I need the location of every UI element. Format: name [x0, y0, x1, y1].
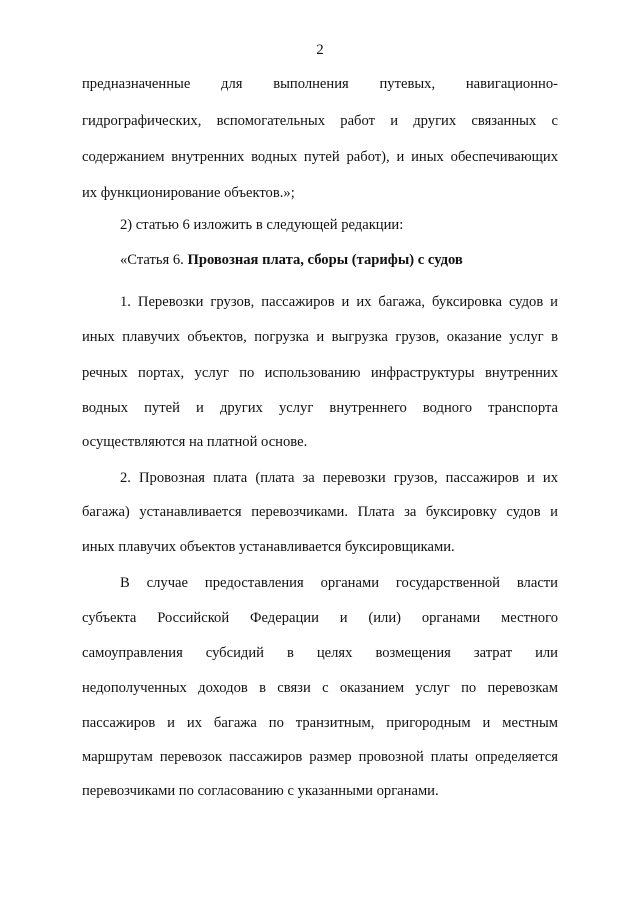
text-line: 2) статью 6 изложить в следующей редакции: [120, 217, 404, 233]
text-line: субъекта Российской Федерации и (или) органами местного [82, 610, 558, 626]
text-line: В случае предоставления органами государственной власти [120, 575, 558, 591]
text-line: осуществляются на платной основе. [82, 434, 308, 450]
text-line: содержанием внутренних водных путей работ), и иных обеспечивающих [82, 149, 558, 165]
text-line: багажа) устанавливается перевозчиками. Плата за буксировку судов и [82, 504, 558, 520]
page-number: 2 [316, 42, 324, 58]
text-line: водных путей и других услуг внутреннего водного транспорта [82, 400, 558, 416]
article-heading [120, 251, 558, 269]
text-line: недополученных доходов в связи с оказанием услуг по перевозкам [82, 680, 558, 696]
article-number: «Статья 6. [120, 252, 188, 268]
text-line: гидрографических, вспомогательных работ и других связанных с [82, 113, 558, 129]
text-line: речных портах, услуг по использованию инфраструктуры внутренних [82, 365, 558, 381]
text-line: 2. Провозная плата (плата за перевозки грузов, пассажиров и их [120, 470, 558, 486]
text-line: их функционирование объектов.»; [82, 185, 295, 201]
text-line: перевозчиками по согласованию с указанными органами. [82, 783, 439, 799]
article-title: Провозная плата, сборы (тарифы) с судов [187, 252, 463, 268]
text-line: 1. Перевозки грузов, пассажиров и их багажа, буксировка судов и [120, 294, 558, 310]
text-line: самоуправления субсидий в целях возмещения затрат или [82, 645, 558, 661]
text-line: иных плавучих объектов устанавливается буксировщиками. [82, 539, 455, 555]
text-line: пассажиров и их багажа по транзитным, пригородным и местным [82, 715, 558, 731]
text-line: предназначенные для выполнения путевых, навигационно- [82, 76, 558, 92]
text-line: иных плавучих объектов, погрузка и выгрузка грузов, оказание услуг в [82, 329, 558, 345]
text-line: маршрутам перевозок пассажиров размер провозной платы определяется [82, 749, 558, 765]
